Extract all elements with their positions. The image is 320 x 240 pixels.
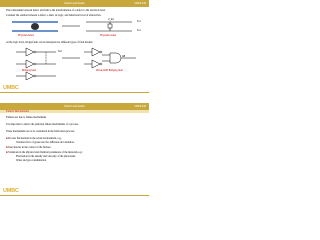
umbc-logo: UMBC [3, 188, 19, 194]
s1-label-b: S-1 [137, 29, 141, 32]
wired-and-label: Wired-AND Bridging fault [96, 69, 123, 72]
defect-diagram [0, 0, 149, 93]
ab-label: AB [122, 55, 126, 58]
vdd-label: V_dd [108, 18, 114, 21]
slide-failure-mechanisms [0, 103, 149, 196]
slide1-line2: Consider the relation between a defect, a fault, its logic, and behavioral level of abstraction. [6, 14, 102, 17]
slide-header-course: CMPE 418 [134, 105, 146, 108]
umbc-logo: UMBC [3, 85, 19, 91]
slide-defect-and-faults [0, 0, 149, 93]
slide-header-title: Defect and Faults [64, 2, 85, 5]
slide-subtitle: Failure Mechanisms [6, 110, 29, 113]
slide2-p2: It is important to derive the principal failure mechanisms of a process. [6, 123, 79, 126]
sub-bullet-item: Variation flow of gases used for diffusion and oxidation. [16, 141, 75, 144]
physical-model-label: Physical model [100, 34, 117, 37]
defect-blob [31, 23, 39, 30]
physical-defect-label: Physical defect [18, 34, 35, 37]
bullet-item: ■ Inaccuracies in the control of the furnace. [6, 146, 52, 149]
slide1-line1: The relationship between defect and fault is the transformation of a defect to the electrical level. [6, 9, 106, 12]
footer-rule [0, 195, 149, 196]
sub-bullet-item: Fluctuation in the density and viscosity of the photoresist [16, 155, 76, 158]
s0-label: S-0 [58, 50, 62, 53]
slide2-p1: Failures are due to failure mechanisms. [6, 116, 47, 119]
slide-header-course: CMPE 418 [134, 2, 146, 5]
slide1-line3: At the logic level, bridge faults can be interpreted as different types of fault models: [6, 41, 94, 44]
bridging-fault-label: Bridging fault [22, 69, 36, 72]
sub-bullet-item: Water and gas contamination [16, 159, 47, 162]
bullet-item: ■ Process fluctuations in the actual environment, e.g., [6, 137, 62, 140]
bullet-item: ■ Variations in the physical and chemical parameters of the materials e.g.: [6, 151, 83, 154]
slide2-p3: These mechanisms are to be considered in the fabrication process: [6, 130, 75, 133]
footer-rule [0, 92, 149, 93]
s1-label-a: S-1 [137, 20, 141, 23]
slide-header-title: Defect and Faults [64, 105, 85, 108]
